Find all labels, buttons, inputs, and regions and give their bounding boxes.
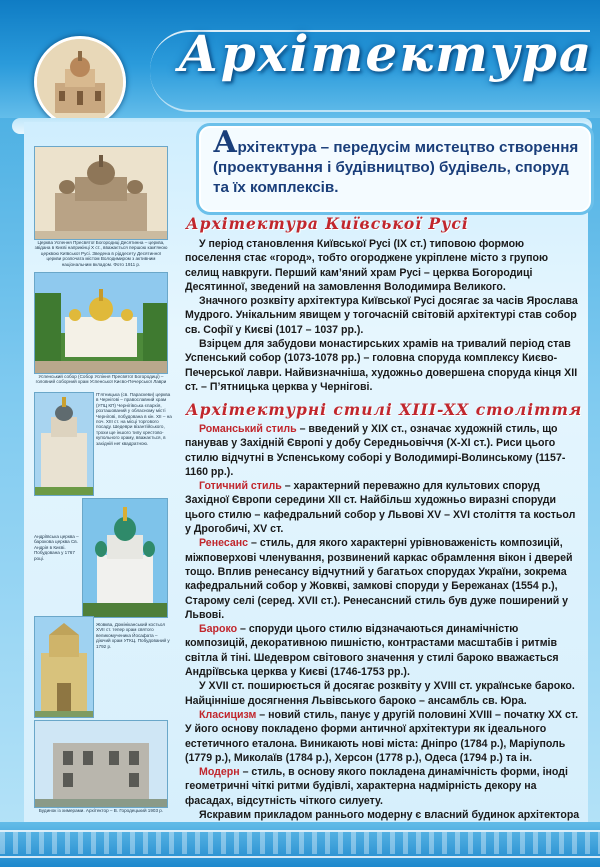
style-desc: – споруди цього стилю відзначаються динамічністю композицій, декоративною пишністю, контрастами масштабів і ритмів світла й тіні. Шедевром світового значення у стилі бароко вважається Андріївська церква у Києві (1746-1753 рр.). <box>185 623 559 679</box>
caption-house-with-chimaeras: Будинок із химерами. Архітектор – В. Городецький 1903 р. <box>38 808 164 813</box>
section-title-kyivan-rus: Архітектура Київської Русі <box>186 214 469 233</box>
style-desc: – введений у XIX ст., означає художній стиль, що панував у Західній Європі у добу Середньовіччя (X-XI ст.). Риси цього стилю відчутні в Успенському соборі у Володимирі-Волинському (1157-1160 рр.). <box>185 423 566 478</box>
caption-pyatnytska-church: П’ятницька (св. Параскеви) церква в Чернігові – православний храм (УПЦ КП) Чернігівська єпархія, розташований у обласному місті Чернігові, побудована в кін. XII – на поч. XIII ст. на місці торгового посаду. Шедеври візантійського, трохи ще іншого типу хрестово-купольного храму, вважається, в західній неї квадратною. <box>96 392 172 446</box>
style-name-baroque: Бароко <box>199 623 238 636</box>
intro-text <box>213 125 583 198</box>
style-name-renaissance: Ренесанс <box>199 537 249 550</box>
style-name-modern: Модерн <box>199 766 240 779</box>
photo-dormition-cathedral <box>34 272 168 374</box>
photo-tithe-church <box>34 146 168 240</box>
caption-zhovkva-church: Жовква, Домініканський костьол XVII ст. тепер храм святого великомученика Йосафата – діючий храм УГКЦ. Побудований у 1792 р. <box>96 622 170 649</box>
style-name-gothic: Готичний стиль <box>199 480 282 493</box>
kyiv-paragraph: Взірцем для забудови монастирських храмів на тривалий період став Успенський собор (1073-1078 рр.) – головна споруда комплексу Києво-Печерської лаври. Найвизначніша, художньо довершена споруда кінця XII ст. – П’ятницька церква у Чернігові. <box>185 338 578 393</box>
style-desc: – характерний переважно для культових споруд Західної Європи середини XII ст. Найбільш художньо виразні споруди цього стилю – кафедральний собор у Львові XV – XVI століття та костьол у Дрогобичі, XV ст. <box>185 480 576 536</box>
style-name-romanesque: Романський стиль <box>199 423 297 435</box>
intro-dropcap: А <box>213 125 238 160</box>
style-desc: Яскравим прикладом раннього модерну є власний будинок архітектора <box>199 809 580 822</box>
kyivan-rus-text <box>185 237 581 394</box>
photo-pyatnytska-church <box>34 392 94 496</box>
photo-column <box>26 122 174 822</box>
caption-tithe-church: Церква Успення Пресвятої Богородиці Десятинна – церква, звідана в Києві наприкінці X ст., вважається першою кам’яною церквою Київської Русі. Зведена в ріддесету Десятинної церкви розпочата містом Володимиром з активним національним вкладом. Фото 1911 р. <box>34 240 168 267</box>
style-paragraph <box>185 622 581 679</box>
style-desc: – стиль, в основу якого покладена динамічність форми, іноді геометричні чіткі ритми будівлі, характерна надмірність декору на фасадах, відсутність чіткого силуету. <box>185 766 568 807</box>
style-paragraph <box>185 765 581 808</box>
style-desc: – стиль, для якого характерні урівноваженість композицій, міжповерхові членування, розвинений каркас обрамлення вікон і дверей тощо. Вплив ренесансу відчутний у багатьох спорудах України, зокрема кафедральний собор у Жовкві, замкові споруди у Бережанах (1554 р.), Старому селі (серед. XVII ст.). Ренесансний стиль був дуже поширений у Львові. <box>185 537 573 621</box>
section-title-styles: Архітектурні стилі XIII-XX століття <box>186 400 583 419</box>
style-name-classicism: Класицизм <box>199 708 257 721</box>
intro-body: рхітектура – передусім мистецтво створення (проектування і будівництво) будівель, споруд та їх комплексів. <box>213 139 579 196</box>
page-title: Архітектура <box>178 24 594 83</box>
medallion-church-image <box>34 36 126 128</box>
kyiv-paragraph: У період становлення Київської Русі (IX ст.) типовою формою поселення стає «город», тобто огороджене укріплене місто з групою селищ навкруги. Перший кам’яний храм Русі – церква Богородиці Десятинної, зведений на замовлення Володимира Великого. <box>185 238 549 293</box>
style-paragraph <box>185 708 581 765</box>
footer-line-bottom <box>0 856 600 858</box>
footer-ornament <box>0 832 600 854</box>
caption-dormition-cathedral: Успенський собор (Собор Успіння Пресвятої Богородиці) – головний соборний храм Успенської Києво-Печерської Лаври <box>35 374 167 385</box>
style-paragraph <box>185 536 581 622</box>
kyiv-paragraph: Значного розквіту архітектура Київської Русі досягає за часів Ярослава Мудрого. Унікальним явищем у тогочасній світовій архітектурі став собор св. Софії у Києві (1017 – 1037 рр.). <box>185 295 578 336</box>
styles-text <box>185 422 581 837</box>
photo-st-andrew-church <box>82 498 168 618</box>
intro-box <box>196 123 594 215</box>
style-paragraph <box>185 479 581 536</box>
style-paragraph <box>185 679 581 708</box>
style-desc: – новий стиль, панує у другій половині XVIII – початку XX ст. У його основу покладено форми античної архітектури як ідеального естетичного еталона. Виникають нові міста: Дніпро (1784 р.), Маріуполь (1779 р.), Миколаїв (1784 р.), Херсон (1778 р.), Одеса (1794 р.) та ін. <box>185 708 579 764</box>
style-paragraph <box>185 422 581 479</box>
photo-zhovkva-church <box>34 616 94 718</box>
style-desc: У XVII ст. поширюється й досягає розквіту у XVIII ст. українське бароко. Найцінніше досягнення Львівського бароко – ансамбль св. Юра. <box>185 680 575 707</box>
photo-house-with-chimaeras <box>34 720 168 808</box>
caption-st-andrew-church: Андріївська церква – барокова церква Св. Андрія в Києві. Побудована у 1767 році. <box>34 534 79 561</box>
